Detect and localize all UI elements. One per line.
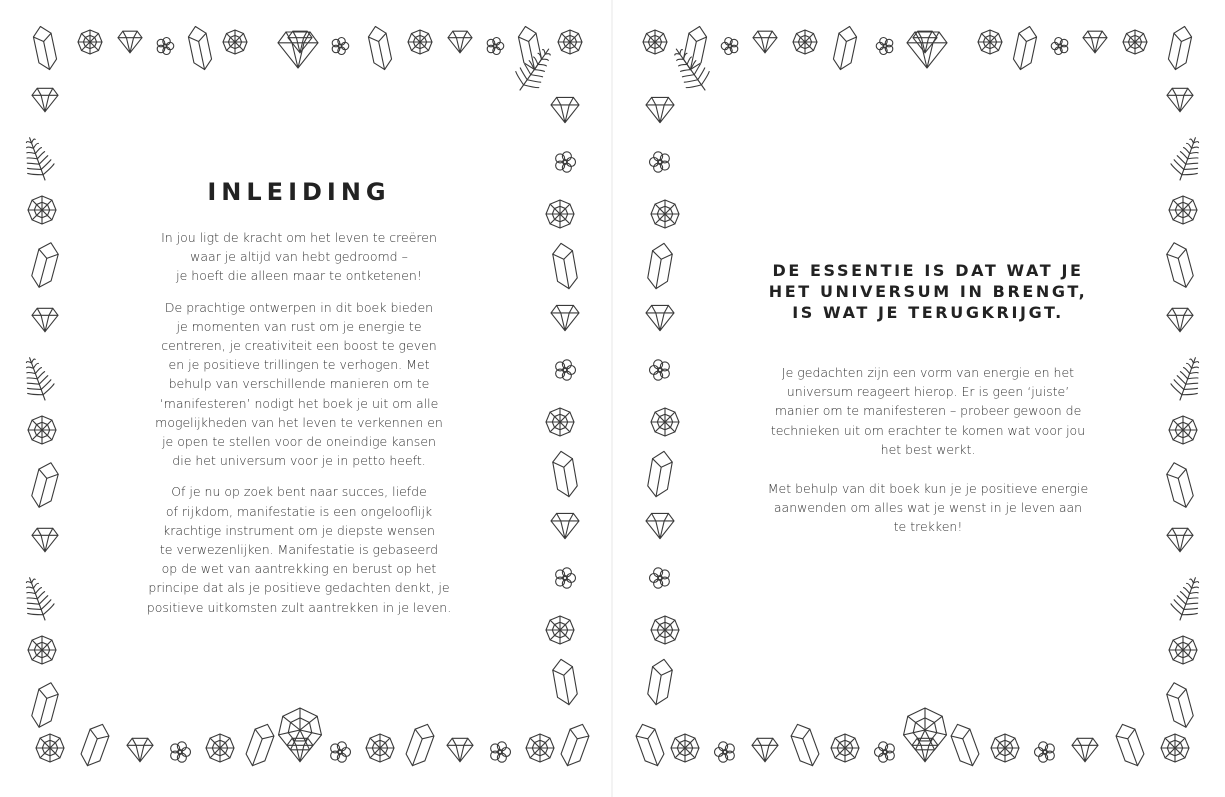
text-line: je momenten van rust om je energie te (176, 318, 422, 334)
text-line: manier om te manifesteren – probeer gewoon de (774, 403, 1082, 419)
text-line: centreren, je creativiteit een boost te geven (161, 338, 437, 354)
text-line: positieve uitkomsten zult aantrekken in je leven. (146, 599, 452, 615)
text-line: aanwenden om alles wat je wenst in je leven aan (773, 500, 1083, 516)
paragraph-1 (140, 228, 458, 286)
paragraph-1 (763, 363, 1093, 459)
text-line: Je gedachten zijn een vorm van energie en het (781, 365, 1075, 380)
paragraph-3 (140, 482, 458, 616)
text-line: mogelijkheden van het leven te verkennen en (155, 414, 443, 430)
intro-text-block (140, 178, 458, 629)
text-line: op de wet van aantrekking en berust op het (161, 561, 437, 577)
text-line: Of je nu op zoek bent naar succes, liefde (171, 484, 427, 500)
paragraph-2 (763, 479, 1093, 537)
text-line: en je positieve trillingen te verhogen. Met (168, 357, 430, 373)
text-line: te verwezenlijken. Manifestatie is gebaseerd (159, 542, 439, 558)
left-page (0, 0, 612, 797)
text-line: ‘manifesteren’ nodigt het boek je uit om alle (159, 395, 439, 411)
paragraph-2 (140, 298, 458, 471)
quote-text-block (763, 260, 1093, 557)
quote-heading (763, 260, 1093, 323)
quote-line: DE ESSENTIE IS DAT WAT JE (772, 261, 1084, 280)
text-line: principe dat als je positieve gedachten denkt, je (148, 580, 450, 596)
text-line: In jou ligt de kracht om het leven te creëren (161, 230, 437, 245)
text-line: je hoeft die alleen maar te ontketenen! (176, 268, 422, 284)
text-line: je open te stellen voor de oneindige kansen (162, 434, 436, 450)
text-line: of rijkdom, manifestatie is een ongelooflijk (165, 503, 433, 519)
page-title: INLEIDING (207, 178, 391, 206)
text-line: waar je altijd van hebt gedroomd – (190, 249, 408, 265)
text-line: het best werkt. (880, 441, 976, 457)
text-line: De prachtige ontwerpen in dit boek bieden (164, 299, 434, 315)
text-line: Met behulp van dit boek kun je je positieve energie (767, 481, 1089, 497)
text-line: universum reageert hierop. Er is geen ‘juiste’ (786, 384, 1070, 400)
quote-line: HET UNIVERSUM IN BRENGT, (768, 282, 1088, 301)
right-page (613, 0, 1225, 797)
text-line: krachtige instrument om je diepste wensen (163, 522, 435, 538)
quote-line: IS WAT JE TERUGKRIJGT. (792, 303, 1064, 322)
text-line: die het universum voor je in petto heeft. (172, 453, 426, 469)
text-line: technieken uit om erachter te komen wat voor jou (770, 422, 1086, 438)
text-line: behulp van verschillende manieren om te (168, 376, 430, 392)
text-line: te trekken! (893, 519, 963, 535)
